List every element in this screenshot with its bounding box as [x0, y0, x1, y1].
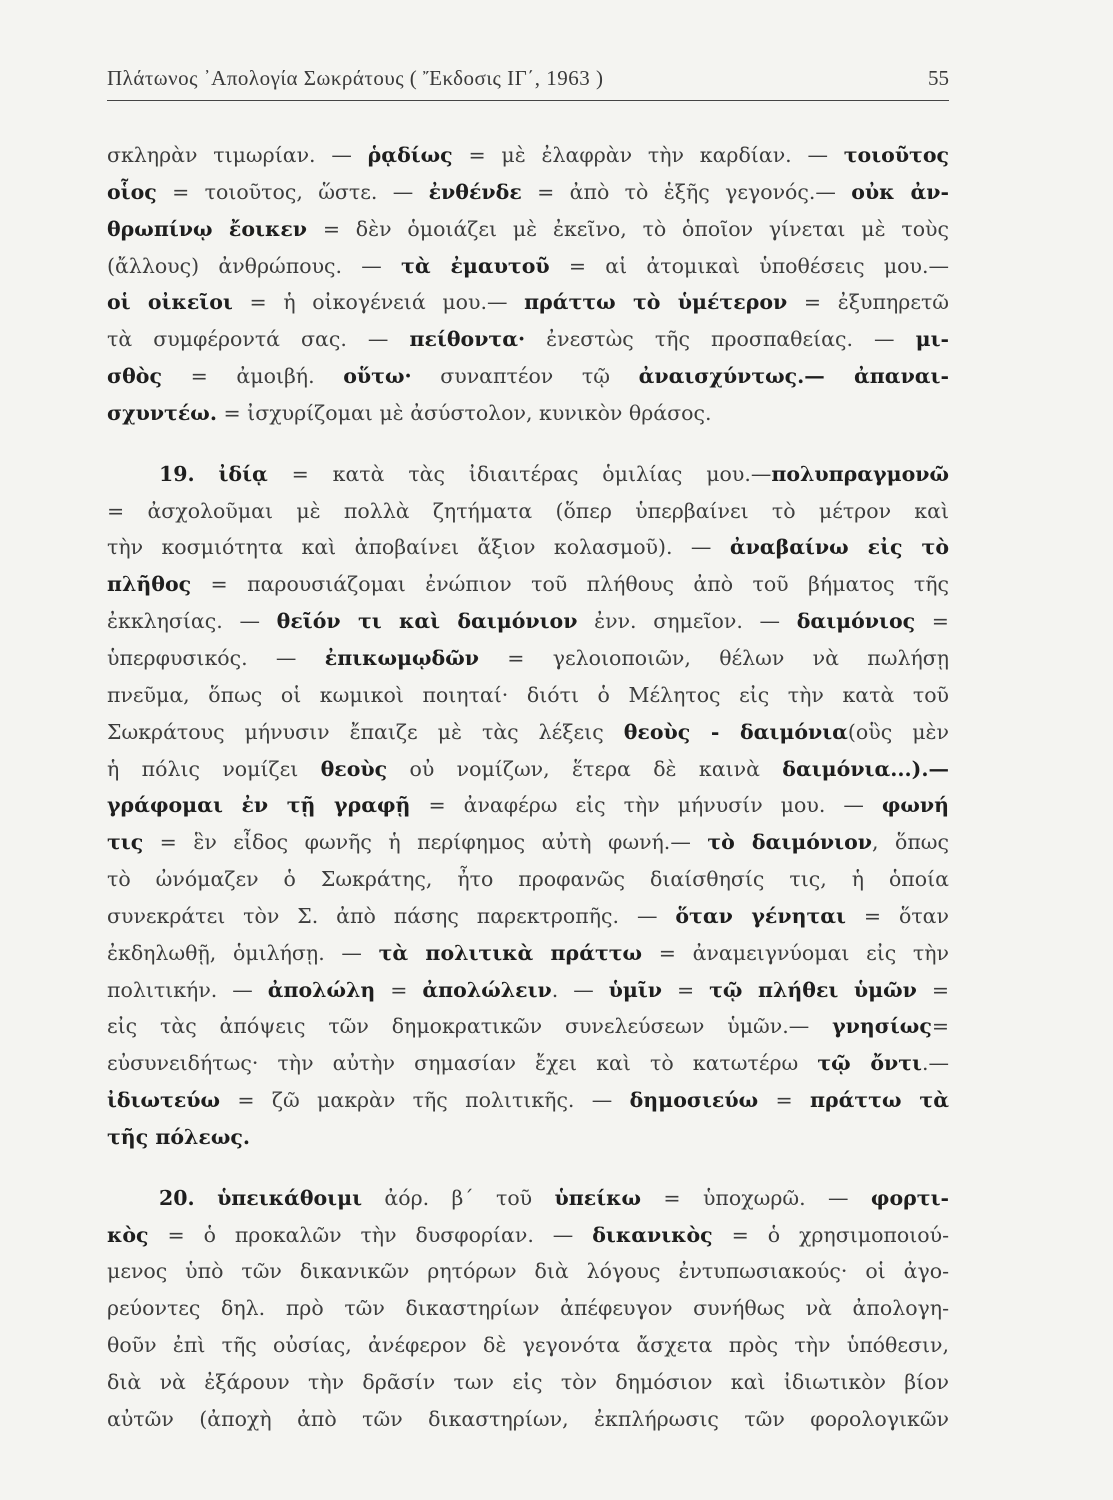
text-line: ὑπερφυσικός. — ἐπικωμῳδῶν = γελοιοποιῶν, θέλων νὰ πωλήσῃ — [107, 645, 949, 670]
text-line: οἱ οἰκεῖοι = ἡ οἰκογένειά μου.— πράττω τὸ ὑμέτερον = ἐξυπηρετῶ — [107, 290, 949, 315]
text-line: αὐτῶν (ἀποχὴ ἀπὸ τῶν δικαστηρίων, ἐκπλήρωσις τῶν φορολογικῶν — [107, 1406, 949, 1431]
text-line: ἐκδηλωθῇ, ὁμιλήσῃ. — τὰ πολιτικὰ πράττω = ἀναμειγνύομαι εἰς τὴν — [107, 940, 949, 965]
text-line: (ἄλλους) ἀνθρώπους. — τὰ ἐμαυτοῦ = αἱ ἀτομικαὶ ὑποθέσεις μου.— — [107, 253, 949, 278]
text-line: θοῦν ἐπὶ τῆς οὐσίας, ἀνέφερον δὲ γεγονότα ἄσχετα πρὸς τὴν ὑπόθεσιν, — [107, 1333, 949, 1358]
section-number: 19. — [159, 461, 195, 486]
commentary-text — [107, 137, 949, 1438]
text-line: εὐσυνειδήτως· τὴν αὐτὴν σημασίαν ἔχει καὶ τὸ κατωτέρω τῷ ὄντι.— — [107, 1051, 949, 1076]
text-line: οἷος = τοιοῦτος, ὥστε. — ἐνθένδε = ἀπὸ τὸ ἑξῆς γεγονός.— οὐκ ἀν- — [107, 179, 949, 204]
text-line: σκληρὰν τιμωρίαν. — ῥᾳδίως = μὲ ἐλαφρὰν τὴν καρδίαν. — τοιοῦτος — [107, 143, 949, 167]
text-line: θρωπίνῳ ἔοικεν = δὲν ὁμοιάζει μὲ ἐκεῖνο, τὸ ὁποῖον γίνεται μὲ τοὺς — [107, 216, 949, 241]
text-line: τις = ἓν εἶδος φωνῆς ἡ περίφημος αὐτὴ φωνή.— τὸ δαιμόνιον, ὅπως — [107, 830, 949, 855]
text-line: διὰ νὰ ἐξάρουν τὴν δρᾶσίν των εἰς τὸν δημόσιον καὶ ἰδιωτικὸν βίον — [107, 1370, 949, 1394]
section-number: 20. — [159, 1185, 195, 1210]
text-line: πλῆθος = παρουσιάζομαι ἐνώπιον τοῦ πλήθους ἀπὸ τοῦ βήματος τῆς — [107, 572, 949, 597]
text-line: 19. ἰδίᾳ = κατὰ τὰς ἰδιαιτέρας ὁμιλίας μου.—πολυπραγμονῶ — [159, 461, 949, 486]
text-line: ἰδιωτεύω = ζῶ μακρὰν τῆς πολιτικῆς. — δημοσιεύω = πράττω τὰ — [107, 1088, 949, 1113]
text-line: τὴν κοσμιότητα καὶ ἀποβαίνει ἄξιον κολασμοῦ). — ἀναβαίνω εἰς τὸ — [107, 535, 949, 560]
running-header — [107, 64, 949, 101]
page-number: 55 — [928, 66, 949, 90]
text-line: τῆς πόλεως. — [107, 1124, 250, 1149]
text-line: τὸ ὠνόμαζεν ὁ Σωκράτης, ἦτο προφανῶς διαίσθησίς τις, ἡ ὁποία — [107, 867, 949, 892]
text-line: σχυντέω. = ἰσχυρίζομαι μὲ ἀσύστολον, κυνικὸν θράσος. — [107, 400, 712, 425]
text-line: Σωκράτους μήνυσιν ἔπαιζε μὲ τὰς λέξεις θεοὺς - δαιμόνια(οὓς μὲν — [107, 719, 949, 744]
text-line: τὰ συμφέροντά σας. — πείθοντα· ἐνεστὼς τῆς προσπαθείας. — μι- — [107, 327, 949, 352]
text-line: γράφομαι ἐν τῇ γραφῇ = ἀναφέρω εἰς τὴν μήνυσίν μου. — φωνή — [107, 793, 949, 818]
text-line: ἡ πόλις νομίζει θεοὺς οὐ νομίζων, ἕτερα δὲ καινὰ δαιμόνια...).— — [107, 756, 949, 781]
text-line: ρεύοντες δηλ. πρὸ τῶν δικαστηρίων ἀπέφευγον συνήθως νὰ ἀπολογη- — [107, 1296, 949, 1321]
text-line: πνεῦμα, ὅπως οἱ κωμικοὶ ποιηταί· διότι ὁ Μέλητος εἰς τὴν κατὰ τοῦ — [107, 682, 949, 707]
text-line: 20. ὑπεικάθοιμι ἀόρ. β΄ τοῦ ὑπείκω = ὑποχωρῶ. — φορτι- — [159, 1185, 949, 1210]
text-line: κὸς = ὁ προκαλῶν τὴν δυσφορίαν. — δικανικὸς = ὁ χρησιμοποιού- — [107, 1222, 949, 1247]
text-line: συνεκράτει τὸν Σ. ἀπὸ πάσης παρεκτροπῆς. — ὅταν γένηται = ὅταν — [107, 903, 949, 928]
text-line: ἐκκλησίας. — θεῖόν τι καὶ δαιμόνιον ἐνν. σημεῖον. — δαιμόνιος = — [107, 609, 949, 634]
text-line: εἰς τὰς ἀπόψεις τῶν δημοκρατικῶν συνελεύσεων ὑμῶν.— γνησίως= — [107, 1014, 949, 1039]
text-line: = ἀσχολοῦμαι μὲ πολλὰ ζητήματα (ὅπερ ὑπερβαίνει τὸ μέτρον καὶ — [107, 498, 949, 523]
header-title: Πλάτωνος ᾿Απολογία Σωκράτους ( Ἔκδοσις ΙΓ΄, 1963 ) — [107, 66, 604, 90]
text-line: σθὸς = ἀμοιβή. οὕτω· συναπτέον τῷ ἀναισχύντως.— ἀπαναι- — [107, 364, 949, 389]
text-line: πολιτικήν. — ἀπολώλη = ἀπολώλειν. — ὑμῖν = τῷ πλήθει ὑμῶν = — [107, 977, 949, 1002]
text-line: μενος ὑπὸ τῶν δικανικῶν ρητόρων διὰ λόγους ἐντυπωσιακούς· οἱ ἀγο- — [107, 1259, 949, 1284]
